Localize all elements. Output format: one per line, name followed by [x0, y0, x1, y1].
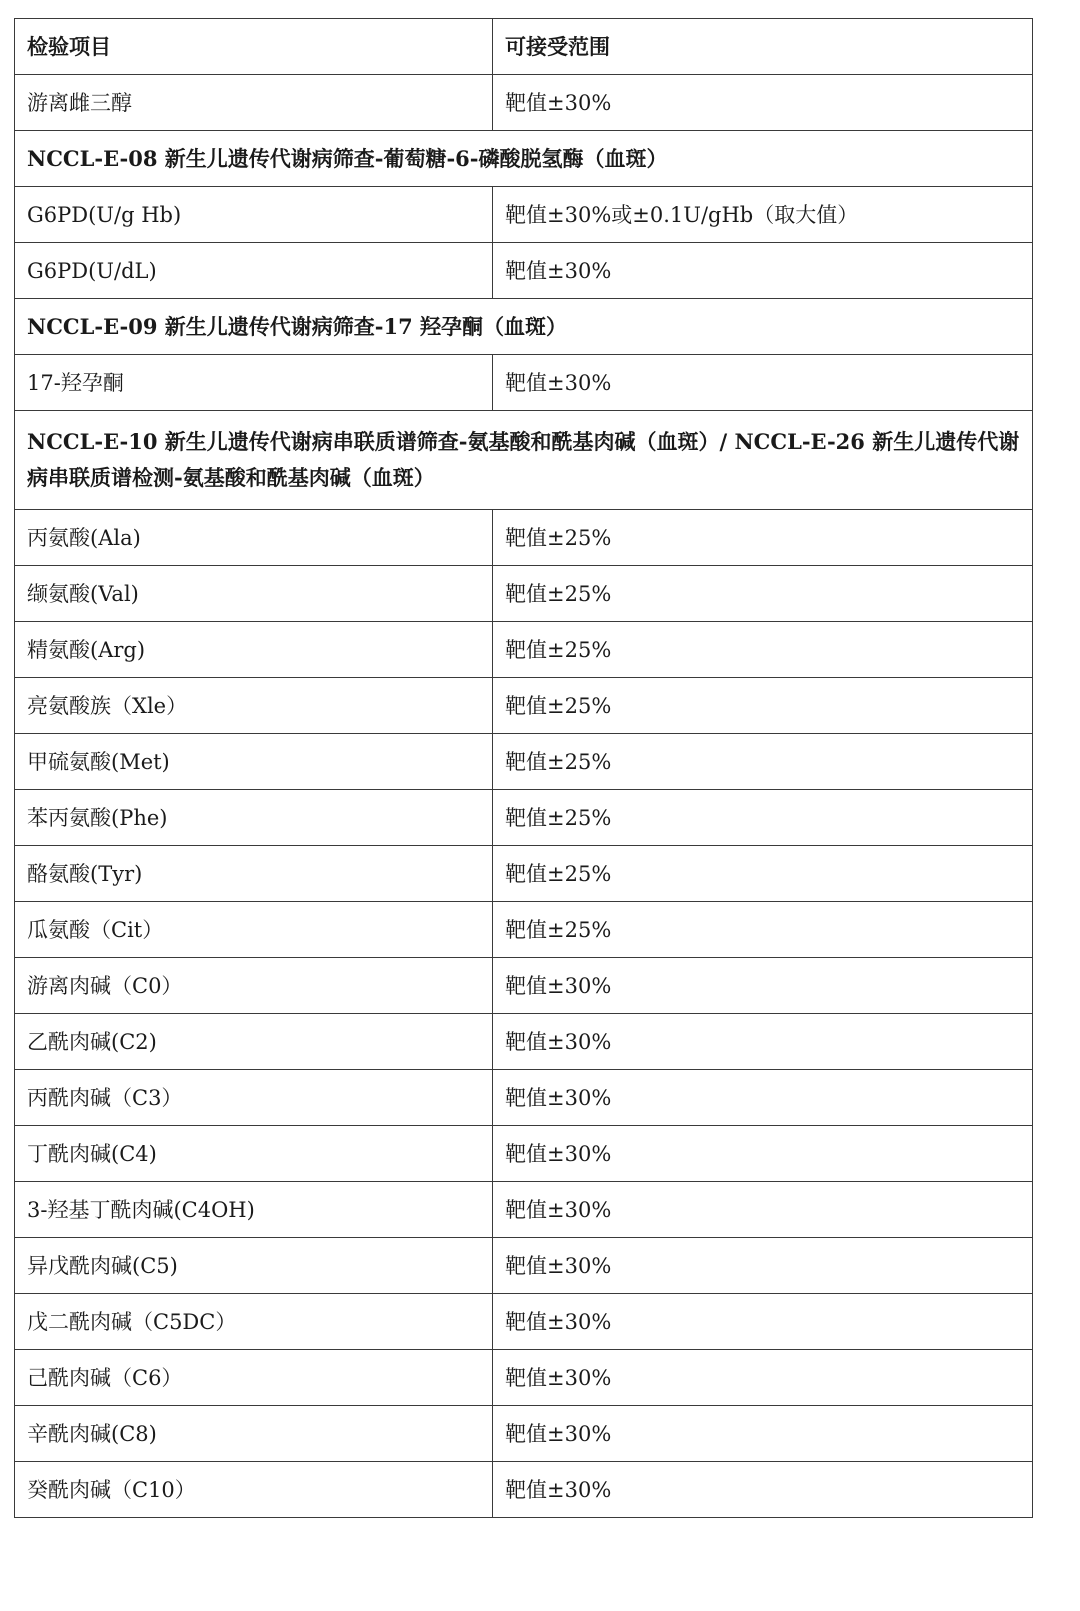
table-row: [15, 566, 1033, 622]
item-cell: 己酰肉碱（C6）: [15, 1350, 493, 1406]
table-row: [15, 355, 1033, 411]
range-cell: 靶值±30%: [493, 1126, 1033, 1182]
table-row: [15, 1238, 1033, 1294]
range-cell: 靶值±30%: [493, 75, 1033, 131]
item-cell: 3-羟基丁酰肉碱(C4OH): [15, 1182, 493, 1238]
range-cell: 靶值±30%: [493, 1462, 1033, 1518]
table-row: [15, 846, 1033, 902]
section-title: NCCL-E-10 新生儿遗传代谢病串联质谱筛查-氨基酸和酰基肉碱（血斑）/ NCCL-E-26 新生儿遗传代谢病串联质谱检测-氨基酸和酰基肉碱（血斑）: [15, 411, 1033, 510]
range-cell: 靶值±25%: [493, 678, 1033, 734]
table-section-row: [15, 299, 1033, 355]
item-cell: 精氨酸(Arg): [15, 622, 493, 678]
acceptance-range-table-container: [14, 18, 1032, 1518]
table-row: [15, 1014, 1033, 1070]
table-row: [15, 1462, 1033, 1518]
range-cell: 靶值±30%: [493, 1070, 1033, 1126]
range-cell: 靶值±30%: [493, 355, 1033, 411]
range-cell: 靶值±30%: [493, 958, 1033, 1014]
item-cell: 瓜氨酸（Cit）: [15, 902, 493, 958]
header-item: 检验项目: [15, 19, 493, 75]
range-cell: 靶值±25%: [493, 510, 1033, 566]
range-cell: 靶值±25%: [493, 902, 1033, 958]
table-row: [15, 790, 1033, 846]
item-cell: 苯丙氨酸(Phe): [15, 790, 493, 846]
section-title: NCCL-E-09 新生儿遗传代谢病筛查-17 羟孕酮（血斑）: [15, 299, 1033, 355]
item-cell: 异戊酰肉碱(C5): [15, 1238, 493, 1294]
header-range: 可接受范围: [493, 19, 1033, 75]
table-row: [15, 958, 1033, 1014]
item-cell: 丁酰肉碱(C4): [15, 1126, 493, 1182]
range-cell: 靶值±30%: [493, 1294, 1033, 1350]
range-cell: 靶值±25%: [493, 566, 1033, 622]
range-cell: 靶值±25%: [493, 622, 1033, 678]
range-cell: 靶值±30%: [493, 1182, 1033, 1238]
range-cell: 靶值±25%: [493, 846, 1033, 902]
table-row: [15, 622, 1033, 678]
item-cell: 戊二酰肉碱（C5DC）: [15, 1294, 493, 1350]
range-cell: 靶值±30%: [493, 1406, 1033, 1462]
table-row: [15, 243, 1033, 299]
item-cell: 甲硫氨酸(Met): [15, 734, 493, 790]
table-row: [15, 510, 1033, 566]
range-cell: 靶值±30%或±0.1U/gHb（取大值）: [493, 187, 1033, 243]
range-cell: 靶值±25%: [493, 790, 1033, 846]
table-row: [15, 75, 1033, 131]
range-cell: 靶值±30%: [493, 1014, 1033, 1070]
item-cell: 亮氨酸族（Xle）: [15, 678, 493, 734]
table-row: [15, 734, 1033, 790]
table-section-row: [15, 411, 1033, 510]
table-row: [15, 1350, 1033, 1406]
range-cell: 靶值±30%: [493, 243, 1033, 299]
acceptance-range-table: [14, 18, 1033, 1518]
range-cell: 靶值±30%: [493, 1238, 1033, 1294]
range-cell: 靶值±30%: [493, 1350, 1033, 1406]
table-row: [15, 902, 1033, 958]
range-cell: 靶值±25%: [493, 734, 1033, 790]
item-cell: 缬氨酸(Val): [15, 566, 493, 622]
table-row: [15, 678, 1033, 734]
item-cell: G6PD(U/g Hb): [15, 187, 493, 243]
table-row: [15, 1406, 1033, 1462]
item-cell: 游离肉碱（C0）: [15, 958, 493, 1014]
item-cell: 17-羟孕酮: [15, 355, 493, 411]
item-cell: 酪氨酸(Tyr): [15, 846, 493, 902]
table-row: [15, 1126, 1033, 1182]
item-cell: 游离雌三醇: [15, 75, 493, 131]
item-cell: 丙氨酸(Ala): [15, 510, 493, 566]
item-cell: 辛酰肉碱(C8): [15, 1406, 493, 1462]
table-body: [15, 19, 1033, 1518]
table-section-row: [15, 131, 1033, 187]
item-cell: 乙酰肉碱(C2): [15, 1014, 493, 1070]
table-row: [15, 1070, 1033, 1126]
table-row: [15, 1182, 1033, 1238]
table-row: [15, 1294, 1033, 1350]
table-row: [15, 187, 1033, 243]
item-cell: 癸酰肉碱（C10）: [15, 1462, 493, 1518]
item-cell: 丙酰肉碱（C3）: [15, 1070, 493, 1126]
table-header-row: [15, 19, 1033, 75]
section-title: NCCL-E-08 新生儿遗传代谢病筛查-葡萄糖-6-磷酸脱氢酶（血斑）: [15, 131, 1033, 187]
item-cell: G6PD(U/dL): [15, 243, 493, 299]
